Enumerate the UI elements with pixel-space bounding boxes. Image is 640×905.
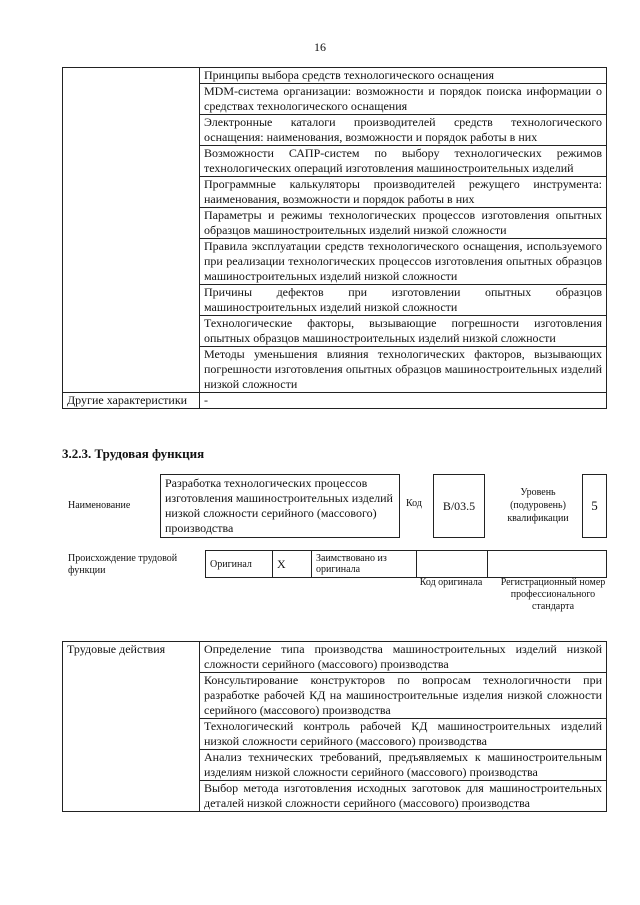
function-name-box: Разработка технологических процессов изготовления машиностроительных изделий низкой сложности серийного (массового) производства <box>160 474 400 538</box>
table-cell: Возможности САПР-систем по выбору технологических режимов технологических операций изготовления машиностроительных изделий <box>200 146 607 177</box>
borrowed-label: Заимствовано из оригинала <box>312 551 417 578</box>
table-cell: Методы уменьшения влияния технологических факторов, вызывающих погрешности изготовления опытных образцов машиностроительных изделий низкой сложности <box>200 347 607 393</box>
table-cell: Программные калькуляторы производителей режущего инструмента: наименования, возможности и порядок работы в них <box>200 177 607 208</box>
origin-label: Происхождение трудовой функции <box>68 553 178 576</box>
labor-actions-label: Трудовые действия <box>63 642 200 812</box>
table-cell: Технологический контроль рабочей КД машиностроительных изделий низкой сложности серийного (массового) производства <box>200 719 607 750</box>
name-label: Наименование <box>68 500 131 511</box>
original-mark: X <box>273 551 312 578</box>
table-cell: Выбор метода изготовления исходных заготовок для машиностроительных деталей низкой сложности серийного (массового) производства <box>200 781 607 812</box>
code-box <box>433 474 485 538</box>
table-cell: Анализ технических требований, предъявляемых к машиностроительным изделиям низкой сложности серийного (массового) производства <box>200 750 607 781</box>
origin-table <box>205 550 607 578</box>
table-row <box>206 551 607 578</box>
page-number: 16 <box>314 40 326 54</box>
label-cell <box>63 68 200 393</box>
section-heading: 3.2.3. Трудовая функция <box>62 446 205 461</box>
level-value: 5 <box>591 498 598 513</box>
table-cell: Определение типа производства машиностроительных изделий низкой сложности серийного (массового) производства <box>200 642 607 673</box>
other-characteristics-value: - <box>200 393 607 409</box>
other-characteristics-label: Другие характеристики <box>63 393 200 409</box>
table-cell: Параметры и режимы технологических процессов изготовления опытных образцов машиностроительных изделий низкой сложности <box>200 208 607 239</box>
code-original-cell <box>417 551 488 578</box>
code-value: B/03.5 <box>442 498 476 513</box>
table-row <box>63 393 607 409</box>
code-label: Код <box>406 498 422 509</box>
table-row <box>63 642 607 673</box>
labor-actions-table <box>62 641 607 812</box>
knowledge-table <box>62 67 607 409</box>
reg-number-cell <box>488 551 607 578</box>
table-cell: Принципы выбора средств технологического оснащения <box>200 68 607 84</box>
reg-number-label: Регистрационный номер профессионального стандарта <box>500 577 606 612</box>
original-label: Оригинал <box>206 551 273 578</box>
level-box <box>582 474 607 538</box>
table-cell: Консультирование конструкторов по вопросам технологичности при разработке рабочей КД на машиностроительные изделия низкой сложности серийного (массового) производства <box>200 673 607 719</box>
table-row <box>63 68 607 84</box>
level-label: Уровень (подуровень) квалификации <box>507 487 569 524</box>
table-cell: Технологические факторы, вызывающие погрешности изготовления опытных образцов машиностроительных изделий низкой сложности <box>200 316 607 347</box>
table-cell: Электронные каталоги производителей средств технологического оснащения: наименования, возможности и порядок работы в них <box>200 115 607 146</box>
table-cell: Причины дефектов при изготовлении опытных образцов машиностроительных изделий низкой сложности <box>200 285 607 316</box>
table-cell: MDM-система организации: возможности и порядок поиска информации о средствах технологического оснащения <box>200 84 607 115</box>
table-cell: Правила эксплуатации средств технологического оснащения, используемого при реализации технологических процессов изготовления опытных образцов машиностроительных изделий низкой сложности <box>200 239 607 285</box>
code-original-label: Код оригинала <box>419 577 483 588</box>
